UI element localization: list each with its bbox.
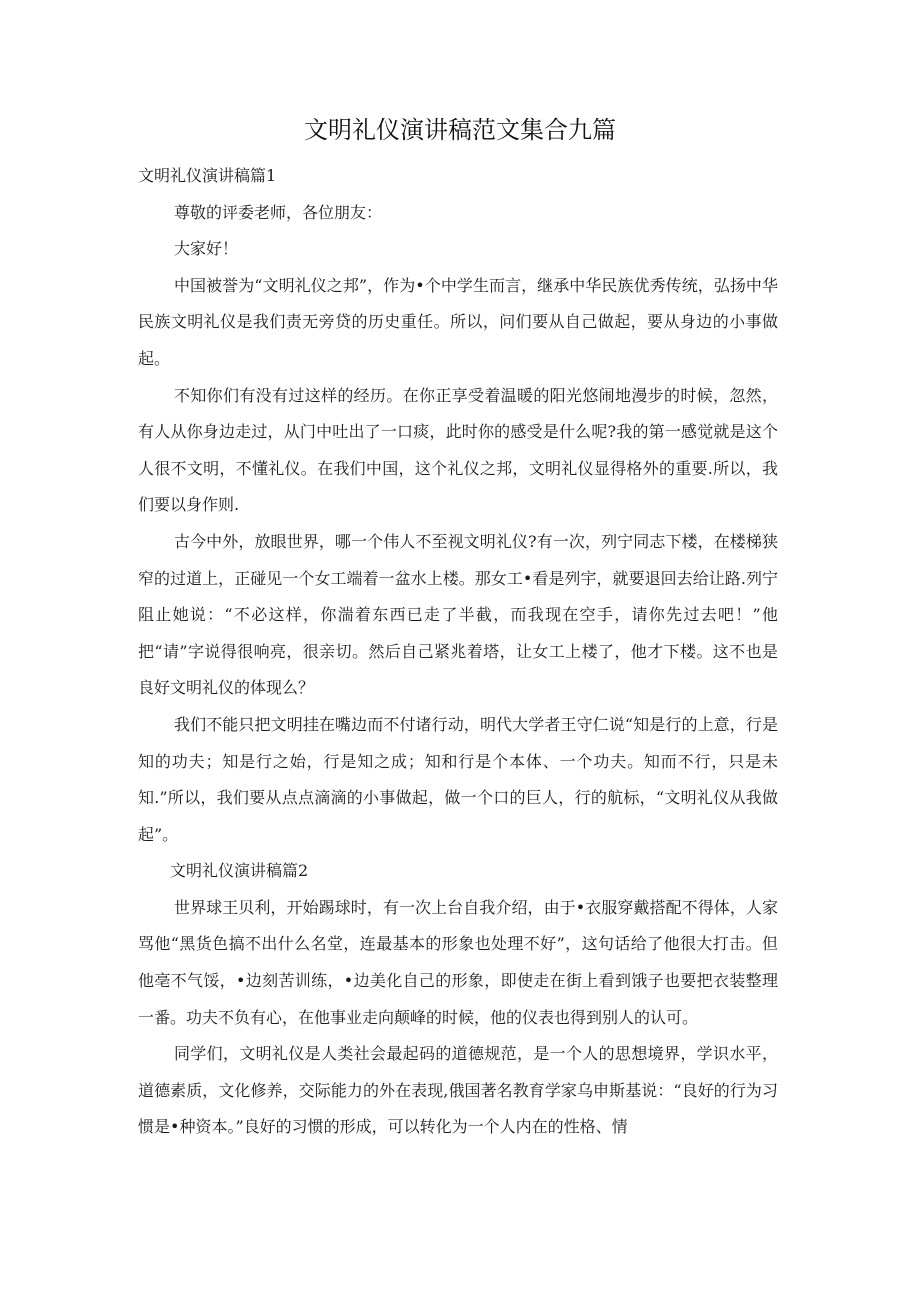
paragraph-greeting: 尊敬的评委老师，各位朋友： [174,202,383,222]
document-body [138,158,778,1146]
paragraph: 同学们，文明礼仪是人类社会最起码的道德规范，是一个人的思想境界，学识水平，道德素质，文化修养，交际能力的外在表现,俄国著名教育学家乌申斯基说：“良好的行为习惯是•种资本。”良好的习惯的形成，可以转化为一个人内在的性格、情 [138,1044,778,1137]
paragraph: 古今中外，放眼世界，哪一个伟人不至视文明礼仪?有一次，列宁同志下楼，在楼梯狭窄的过道上，正碰见一个女工端着一盆水上楼。那女工•看是列宇，就要退回去给让路.列宁阻止她说：“不必这样，你湍着东西已走了半截，而我现在空手，请你先过去吧！”他把“请”字说得很响亮，很亲切。然后自己紧兆着塔，让女工上楼了，他才下楼。这不也是良好文明礼仪的体现么？ [138,531,778,698]
section-heading-2: 文明礼仪演讲稿篇2 [170,861,309,881]
section-heading-1: 文明礼仪演讲稿篇1 [138,166,277,185]
paragraph: 我们不能只把文明挂在嘴边而不付诸行动，明代大学者王守仁说“知是行的上意，行是知的功夫；知是行之始，行是知之成；知和行是个本体、一个功夫。知而不行，只是未知.”所以，我们要从点点滴滴的小事做起，做一个口的巨人，行的航标，“文明礼仪从我做起”。 [138,714,778,844]
paragraph-hello: 大家好！ [174,239,239,259]
document-title: 文明礼仪演讲稿范文集合九篇 [304,116,616,144]
paragraph: 不知你们有没有过这样的经历。在你正享受着温暖的阳光悠闹地漫步的时候，忽然，有人从你身边走过，从门中吐出了一口痰，此时你的感受是什么呢?我的第一感觉就是这个人很不文明，不懂礼仪。在我们中国，这个礼仪之邦，文明礼仪显得格外的重要.所以，我们要以身作则. [138,385,778,515]
paragraph: 中国被誉为“文明礼仪之邦”，作为•个中学生而言，继承中华民族优秀传统，弘扬中华民族文明礼仪是我们责无旁贷的历史重任。所以，问们要从自己做起，要从身边的小事做起。 [138,275,778,368]
paragraph: 世界球王贝利，开始踢球时，有一次上台自我介绍，由于•衣服穿戴搭配不得体，人家骂他“黑货色搞不出什么名堂，连最基本的形象也处理不好”，这句话给了他很大打击。但他亳不气馁，•边刻苦训练，•边美化自己的形象，即使走在街上看到饿子也要把衣装整理一番。功夫不负有心，在他事业走向颠峰的时候，他的仪表也得到别人的认可。 [138,897,778,1027]
